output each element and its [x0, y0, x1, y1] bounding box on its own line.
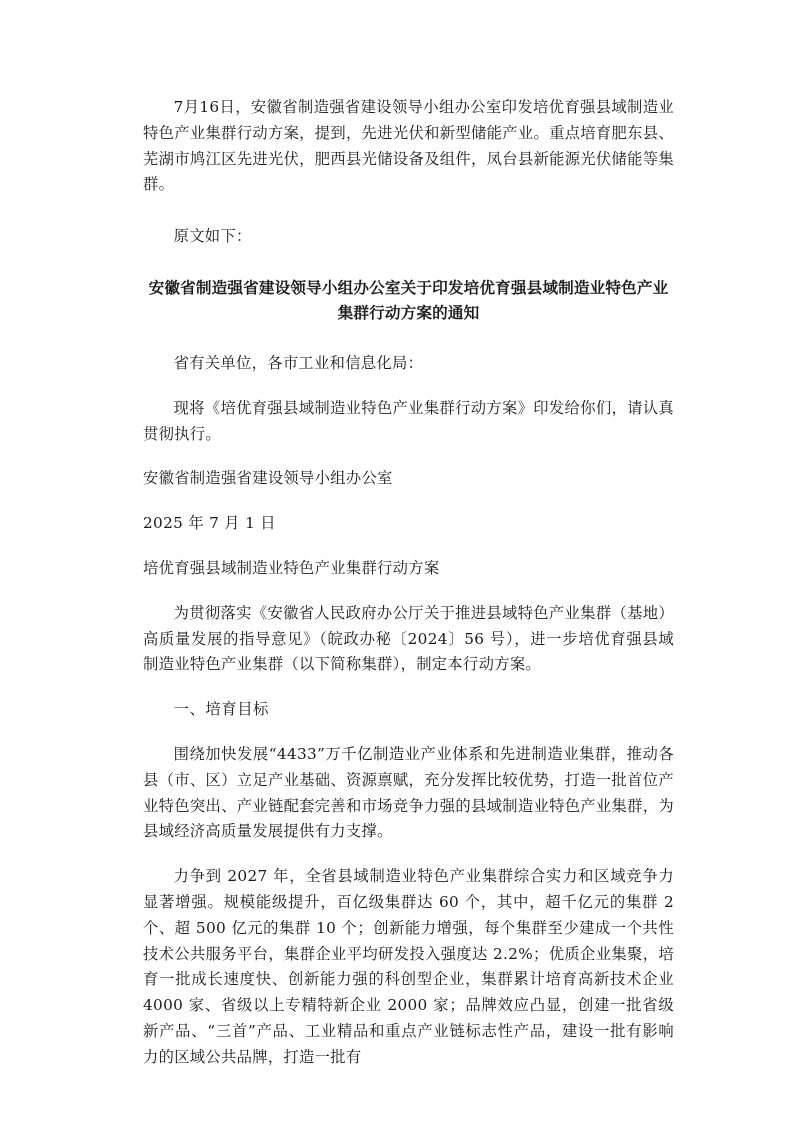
issuance-paragraph: 现将《培优育强县域制造业特色产业集群行动方案》印发给你们，请认真贯彻执行。	[143, 398, 674, 443]
notice-title: 安徽省制造强省建设领导小组办公室关于印发培优育强县域制造业特色产业集群行动方案的通知	[148, 278, 669, 323]
section-heading-cultivation-goals: 一、培育目标	[173, 700, 270, 719]
original-text-label: 原文如下：	[173, 227, 252, 246]
issuing-office: 安徽省制造强省建设领导小组办公室	[143, 469, 393, 488]
issue-date: 2025 年 7 月 1 日	[143, 514, 276, 533]
section-paragraph-goals-overview: 围绕加快发展“4433”万千亿制造业产业体系和先进制造业集群，推动各县（市、区）立足产业基础、资源禀赋，充分发挥比较优势，打造一批首位产业特色突出、产业链配套完善和市场竞争力强的县域制造业特色产业集群，为县域经济高质量发展提供有力支撑。	[143, 744, 674, 841]
recipients-line: 省有关单位，各市工业和信息化局：	[173, 353, 424, 372]
section-paragraph-goals-targets: 力争到 2027 年，全省县域制造业特色产业集群综合实力和区域竞争力显著增强。规模能级提升，百亿级集群达 60 个，其中，超千亿元的集群 2 个、超 500 亿元的集群 10 个；创新能力增强，每个集群至少建成一个共性技术公共服务平台，集群企业平均研发投入强度达 2.2%；优质企业集聚，培育一批成长速度快、创新能力强的科创型企业，集群累计培育高新技术企业 4000 家、省级以上专精特新企业 2000 家；品牌效应凸显，创建一批省级新产品、“三首”产品、工业精品和重点产业链标志性产品，建设一批有影响力的区域公共品牌，打造一批有	[143, 867, 674, 1066]
summary-paragraph: 7月16日，安徽省制造强省建设领导小组办公室印发培优育强县域制造业特色产业集群行动方案，提到，先进光伏和新型储能产业。重点培育肥东县、芜湖市鸠江区先进光伏，肥西县光储设备及组件，凤台县新能源光伏储能等集群。	[143, 98, 674, 194]
document-content	[143, 95, 674, 1090]
plan-title: 培优育强县域制造业特色产业集群行动方案	[143, 558, 440, 577]
preamble-paragraph: 为贯彻落实《安徽省人民政府办公厅关于推进县域特色产业集群（基地）高质量发展的指导意见》（皖政办秘〔2024〕56 号），进一步培优育强县域制造业特色产业集群（以下简称集群），制定本行动方案。	[143, 603, 674, 674]
